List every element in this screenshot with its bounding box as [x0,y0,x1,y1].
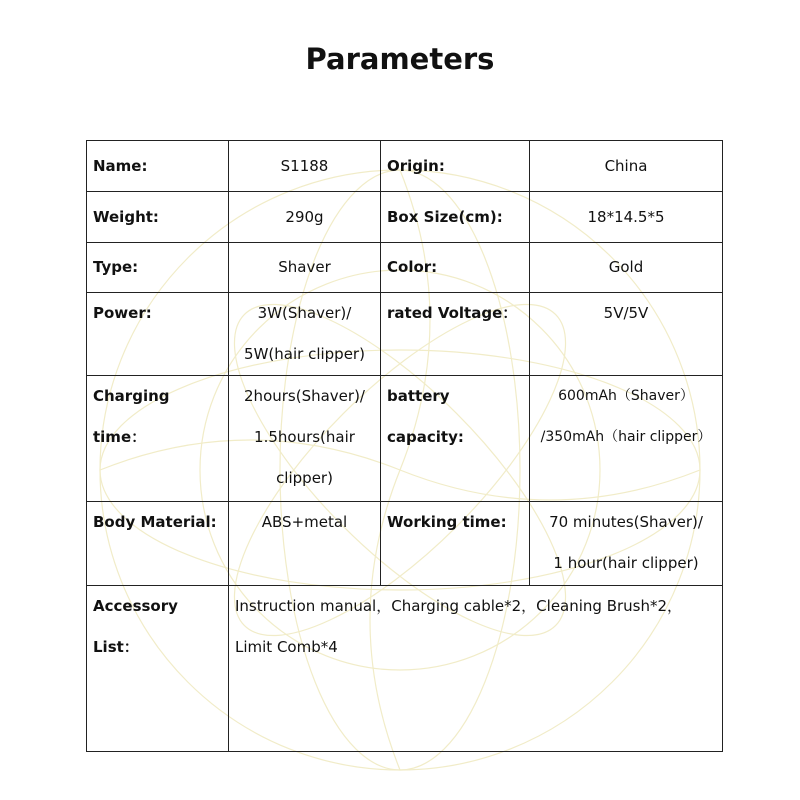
battery-capacity-label: battery capacity: [381,376,530,502]
accessory-list-label: Accessory List： [87,586,229,752]
name-value: S1188 [229,141,381,192]
page-title: Parameters [305,42,495,76]
weight-label: Weight: [87,192,229,243]
color-value: Gold [530,243,723,293]
weight-value: 290g [229,192,381,243]
working-time-label: Working time: [381,502,530,586]
working-time-value: 70 minutes(Shaver)/ 1 hour(hair clipper) [530,502,723,586]
name-label: Name: [87,141,229,192]
color-label: Color: [381,243,530,293]
power-value: 3W(Shaver)/ 5W(hair clipper) [229,293,381,376]
table-row [87,376,723,502]
body-material-value: ABS+metal [229,502,381,586]
rated-voltage-label: rated Voltage： [381,293,530,376]
type-value: Shaver [229,243,381,293]
table-row [87,192,723,243]
rated-voltage-value: 5V/5V [530,293,723,376]
origin-value: China [530,141,723,192]
table-row [87,141,723,192]
table-row [87,243,723,293]
accessory-list-value: Instruction manual，Charging cable*2，Cleaning Brush*2， Limit Comb*4 [229,586,723,752]
box-size-value: 18*14.5*5 [530,192,723,243]
parameters-table [86,140,723,752]
body-material-label: Body Material: [87,502,229,586]
battery-capacity-value: 600mAh（Shaver） /350mAh（hair clipper） [530,376,723,502]
box-size-label: Box Size(cm): [381,192,530,243]
charging-time-value: 2hours(Shaver)/ 1.5hours(hair clipper) [229,376,381,502]
origin-label: Origin: [381,141,530,192]
table-row [87,502,723,586]
power-label: Power: [87,293,229,376]
table-row [87,586,723,752]
type-label: Type: [87,243,229,293]
table-row [87,293,723,376]
charging-time-label: Charging time： [87,376,229,502]
